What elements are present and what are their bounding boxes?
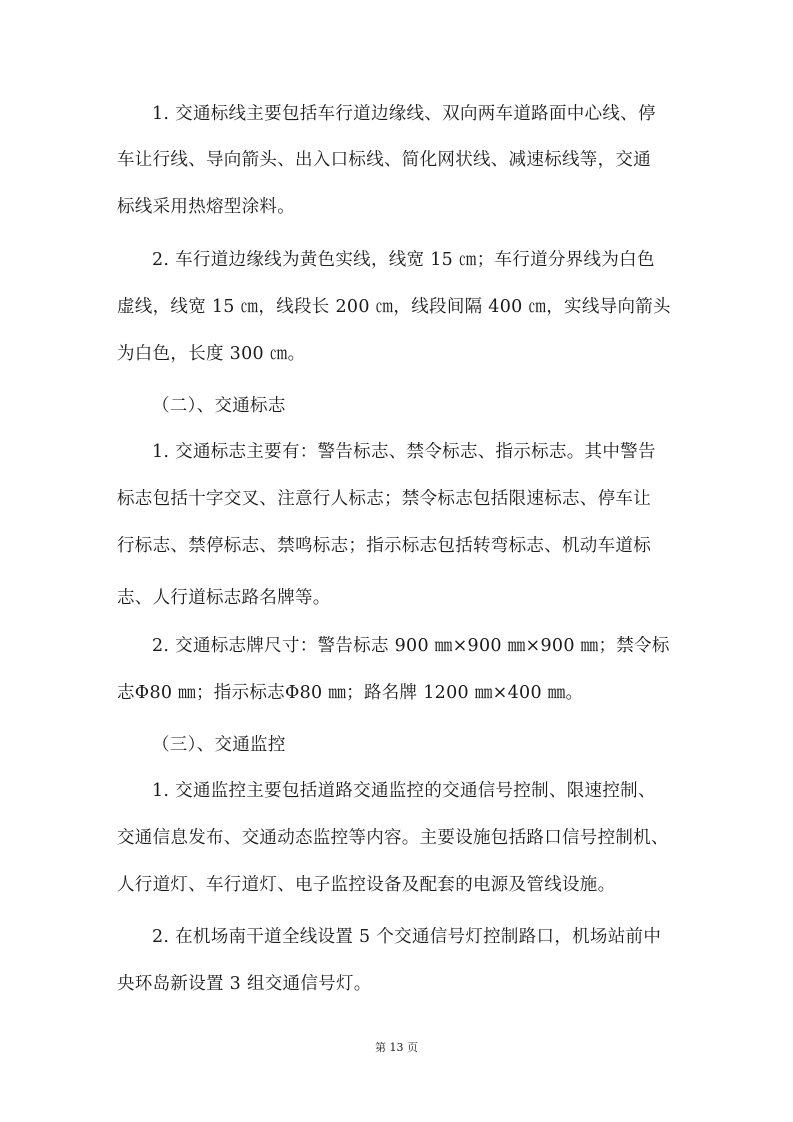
- paragraph-line: 2. 交通标志牌尺寸：警告标志 900 ㎜×900 ㎜×900 ㎜；禁令标: [152, 636, 670, 656]
- page-number: 第 13 页: [375, 1041, 418, 1054]
- paragraph-line: 1. 交通监控主要包括道路交通监控的交通信号控制、限速控制、: [152, 781, 656, 801]
- paragraph-line: 1. 交通标线主要包括车行道边缘线、双向两车道路面中心线、停: [152, 104, 656, 124]
- section-heading: （三）、交通监控: [152, 735, 286, 755]
- paragraph-line: 行标志、禁停标志、禁鸣标志；指示标志包括转弯标志、机动车道标: [117, 536, 651, 556]
- paragraph-line: 2. 车行道边缘线为黄色实线，线宽 15 ㎝；车行道分界线为白色: [152, 250, 655, 270]
- paragraph-line: 志Φ80 ㎜；指示标志Φ80 ㎜；路名牌 1200 ㎜×400 ㎜。: [117, 683, 584, 703]
- paragraph-line: 央环岛新设置 3 组交通信号灯。: [117, 974, 372, 994]
- section-heading: （二）、交通标志: [152, 396, 286, 416]
- paragraph-line: 为白色，长度 300 ㎝。: [117, 344, 306, 364]
- paragraph-line: 标线采用热熔型涂料。: [117, 197, 295, 217]
- paragraph-line: 志、人行道标志路名牌等。: [117, 588, 331, 608]
- paragraph-line: 标志包括十字交叉、注意行人标志；禁令标志包括限速标志、停车让: [117, 489, 651, 509]
- paragraph-line: 2. 在机场南干道全线设置 5 个交通信号灯控制路口，机场站前中: [152, 927, 662, 947]
- paragraph-line: 虚线，线宽 15 ㎝，线段长 200 ㎝，线段间隔 400 ㎝，实线导向箭头: [117, 297, 671, 317]
- paragraph-line: 1. 交通标志主要有：警告标志、禁令标志、指示标志。其中警告: [152, 442, 656, 462]
- paragraph-line: 交通信息发布、交通动态监控等内容。主要设施包括路口信号控制机、: [117, 828, 669, 848]
- paragraph-line: 车让行线、导向箭头、出入口标线、简化网状线、减速标线等，交通: [117, 150, 651, 170]
- paragraph-line: 人行道灯、车行道灯、电子监控设备及配套的电源及管线设施。: [117, 875, 616, 895]
